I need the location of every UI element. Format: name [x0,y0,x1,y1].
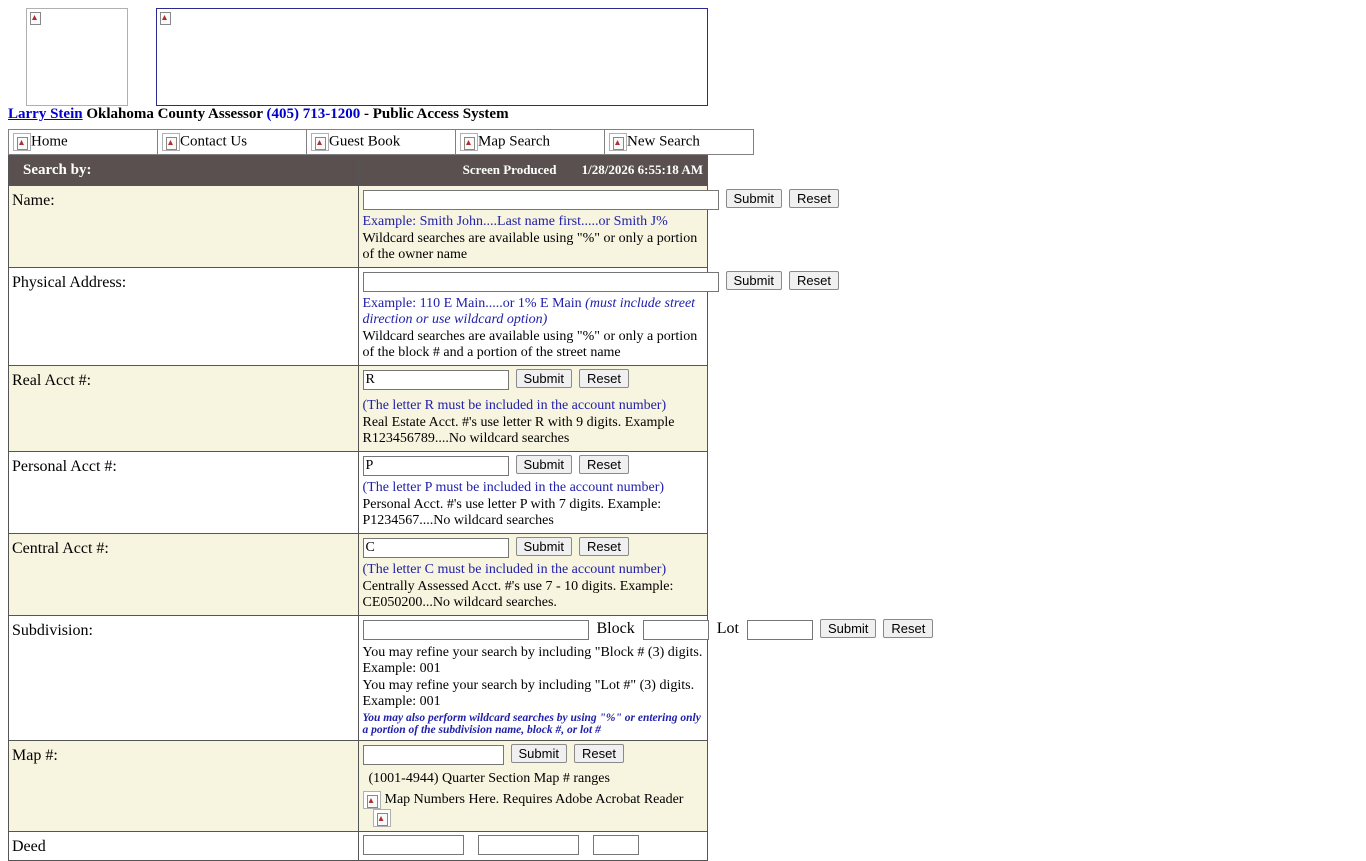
name-reset-button[interactable]: Reset [789,189,839,208]
real-acct-submit-button[interactable]: Submit [516,369,572,388]
guest-book-icon [311,133,329,151]
screen-produced-value: 1/28/2026 6:55:18 AM [581,162,703,177]
row-map [9,741,708,832]
physical-address-hint-example [363,296,704,328]
central-acct-reset-button[interactable]: Reset [579,537,629,556]
nav-label-home[interactable]: Home [31,133,68,150]
central-acct-input[interactable] [363,538,509,558]
central-acct-hint-format: Centrally Assessed Acct. #'s use 7 - 10 digits. Example: CE050200...No wildcard searches. [362,579,674,610]
nav-item-map-search[interactable] [456,130,605,155]
label-subdivision: Subdivision: [9,616,359,741]
cell-deed [358,832,708,861]
map-hint-range: (1001-4944) Quarter Section Map # ranges [368,771,610,786]
cell-subdivision [358,616,926,741]
home-icon [13,133,31,151]
cell-map [358,741,708,832]
block-label: Block [596,620,635,637]
phone-number: (405) 713-1200 [266,106,361,122]
subdivision-hint-wildcard: You may also perform wildcard searches by using "%" or entering only a portion of the subdivision name, block #, or lot # [362,712,701,736]
nav-label-map-search[interactable]: Map Search [478,133,551,150]
cell-physical-address [358,268,831,366]
form-header-row [9,156,708,186]
header-images [0,0,1366,104]
physical-address-hint-note: (must include street direction or use wildcard option) [362,296,696,327]
real-acct-hint-letter: (The letter R must be included in the account number) [362,398,667,413]
row-subdivision [9,616,708,741]
physical-address-hint-wildcard: Wildcard searches are available using "%" or only a portion of the block # and a portion of the street name [362,329,698,360]
map-input[interactable] [363,745,504,765]
personal-acct-hint-format: Personal Acct. #'s use letter P with 7 digits. Example: P1234567....No wildcard searches [362,497,662,528]
screen-produced-label: Screen Produced [462,162,557,177]
deed-input-2[interactable] [478,835,579,855]
label-map: Map #: [9,741,359,832]
map-numbers-link[interactable] [363,791,704,827]
personal-acct-input[interactable] [363,456,509,476]
label-physical-address: Physical Address: [9,268,359,366]
physical-address-input[interactable] [363,272,719,292]
nav-item-home[interactable] [9,130,158,155]
banner-image [156,8,708,106]
map-search-icon [460,133,478,151]
deed-input-1[interactable] [363,835,464,855]
new-search-icon [609,133,627,151]
assessor-name-link[interactable]: Larry Stein [8,106,83,122]
acrobat-reader-image[interactable] [373,809,391,827]
nav-label-new-search[interactable]: New Search [627,133,700,150]
screen-produced [358,156,708,186]
row-deed [9,832,708,861]
subdivision-hint-lot: You may refine your search by including "Lot #" (3) digits. Example: 001 [362,678,695,709]
central-acct-hint-letter: (The letter C must be included in the account number) [362,562,667,577]
search-by-label: Search by: [9,156,359,186]
row-personal-acct [9,452,708,534]
personal-acct-reset-button[interactable]: Reset [579,455,629,474]
lot-label: Lot [716,620,739,637]
physical-address-reset-button[interactable]: Reset [789,271,839,290]
label-central-acct: Central Acct #: [9,534,359,616]
block-input[interactable] [643,620,709,640]
nav-item-new-search[interactable] [605,130,754,155]
real-acct-input[interactable] [363,370,509,390]
name-input[interactable] [363,190,719,210]
deed-input-3[interactable] [593,835,639,855]
name-hint-wildcard: Wildcard searches are available using "%" or only a portion of the owner name [362,231,698,262]
label-name: Name: [9,186,359,268]
name-submit-button[interactable]: Submit [726,189,782,208]
personal-acct-hint-letter: (The letter P must be included in the account number) [362,480,665,495]
cell-central-acct [358,534,708,616]
central-acct-submit-button[interactable]: Submit [516,537,572,556]
assessor-logo-image [26,8,128,106]
contact-icon [162,133,180,151]
row-real-acct [9,366,708,452]
main-navigation [8,129,754,155]
lot-input[interactable] [747,620,813,640]
nav-label-contact-us[interactable]: Contact Us [180,133,248,150]
system-label: - Public Access System [364,106,509,122]
office-label: Oklahoma County Assessor [86,106,263,122]
nav-label-guest-book[interactable]: Guest Book [329,133,401,150]
personal-acct-submit-button[interactable]: Submit [516,455,572,474]
subdivision-submit-button[interactable]: Submit [820,619,876,638]
cell-personal-acct [358,452,708,534]
label-real-acct: Real Acct #: [9,366,359,452]
row-name [9,186,708,268]
real-acct-reset-button[interactable]: Reset [579,369,629,388]
map-reset-button[interactable]: Reset [574,744,624,763]
map-numbers-link-label[interactable]: Map Numbers Here. Requires Adobe Acrobat Reader [384,792,684,808]
nav-item-guest-book[interactable] [307,130,456,155]
subdivision-input[interactable] [363,620,589,640]
physical-address-submit-button[interactable]: Submit [726,271,782,290]
subdivision-reset-button[interactable]: Reset [883,619,933,638]
map-thumbnail-image [363,791,381,809]
real-acct-hint-format: Real Estate Acct. #'s use letter R with 9 digits. Example R123456789....No wildcard searches [362,415,675,446]
cell-real-acct [358,366,708,452]
label-deed: Deed [9,832,359,861]
row-central-acct [9,534,708,616]
physical-address-hint-text: Example: 110 E Main.....or 1% E Main [362,296,582,311]
cell-name [358,186,831,268]
search-form [8,155,926,861]
subdivision-hint-block: You may refine your search by including "Block # (3) digits. Example: 001 [362,645,703,676]
nav-item-contact-us[interactable] [158,130,307,155]
name-hint-example: Example: Smith John....Last name first.....or Smith J% [362,214,668,229]
label-personal-acct: Personal Acct #: [9,452,359,534]
row-physical-address [9,268,708,366]
page-title [0,104,1366,125]
map-submit-button[interactable]: Submit [511,744,567,763]
